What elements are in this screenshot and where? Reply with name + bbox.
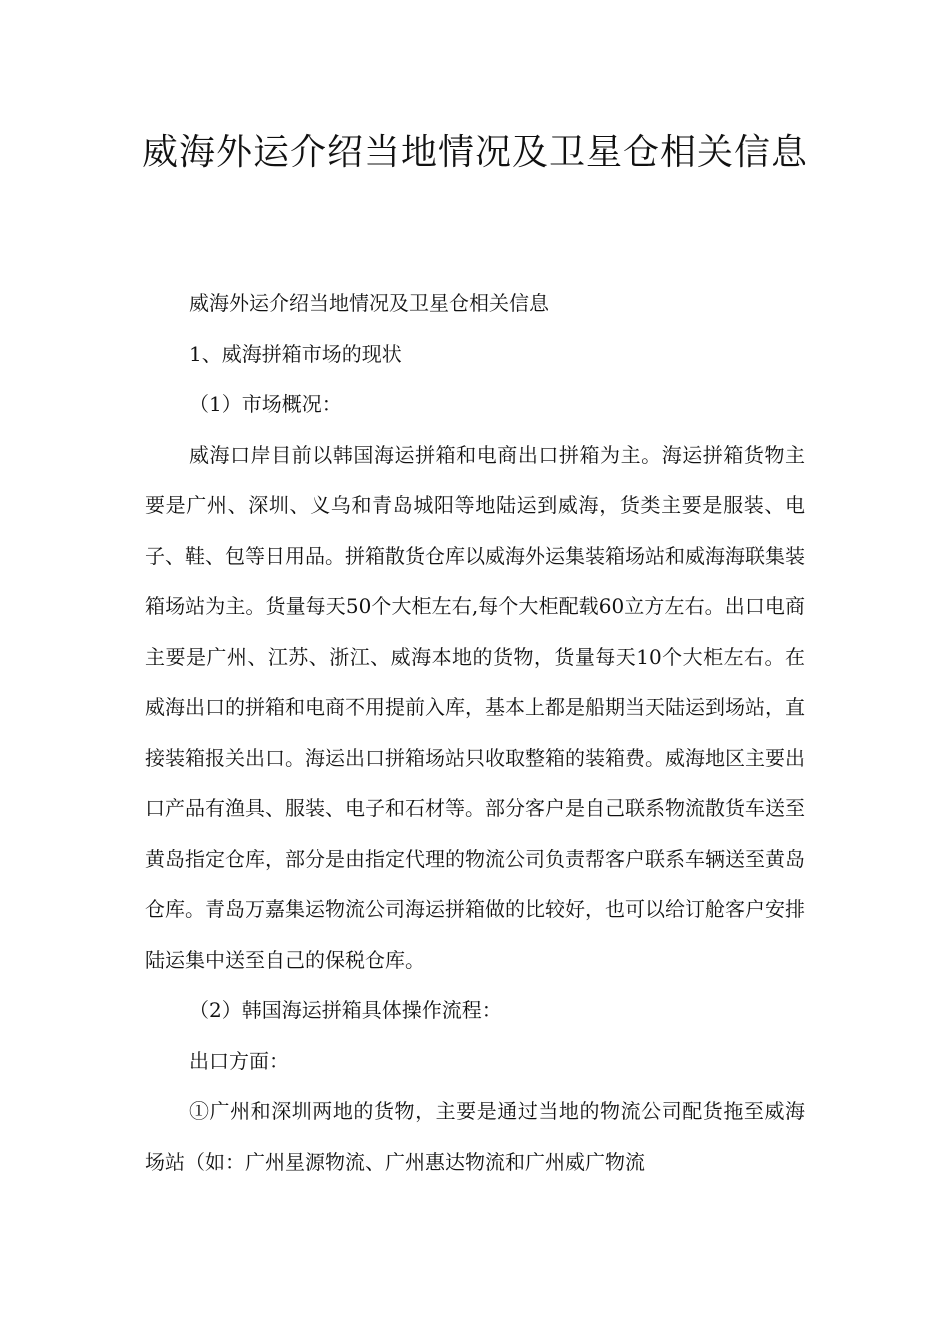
subsection-heading-market-overview: （1）市场概况：	[189, 392, 342, 416]
section-heading-1: 1、威海拼箱市场的现状	[189, 341, 402, 366]
export-heading: 出口方面：	[189, 1048, 289, 1073]
market-overview-paragraph: 威海口岸目前以韩国海运拼箱和电商出口拼箱为主。海运拼箱货物主要是广州、深圳、义乌和青岛城阳等地陆运到威海，货类主要是服装、电子、鞋、包等日用品。拼箱散货仓库以威海外运集装箱场站和威海海联集装箱场站为主。货量每天50个大柜左右,每个大柜配载60立方左右。出口电商主要是广州、江苏、浙江、威海本地的货物，货量每天10个大柜左右。在威海出口的拼箱和电商不用提前入库，基本上都是船期当天陆运到场站，直接装箱报关出口。海运出口拼箱场站只收取整箱的装箱费。威海地区主要出口产品有渔具、服装、电子和石材等。部分客户是自己联系物流散货车送至黄岛指定仓库，部分是由指定代理的物流公司负责帮客户联系车辆送至黄岛仓库。青岛万嘉集运物流公司海运拼箱做的比较好，也可以给订舱客户安排陆运集中送至自己的保税仓库。	[145, 442, 805, 972]
export-item-1-paragraph: ①广州和深圳两地的货物，主要是通过当地的物流公司配货拖至威海场站（如：广州星源物流、广州惠达物流和广州威广物流	[145, 1099, 805, 1174]
document-title: 威海外运介绍当地情况及卫星仓相关信息	[141, 132, 808, 173]
document-body	[145, 278, 805, 1187]
intro-heading: 威海外运介绍当地情况及卫星仓相关信息	[189, 291, 549, 315]
subsection-heading-korea-lcl-process: （2）韩国海运拼箱具体操作流程：	[189, 998, 502, 1022]
